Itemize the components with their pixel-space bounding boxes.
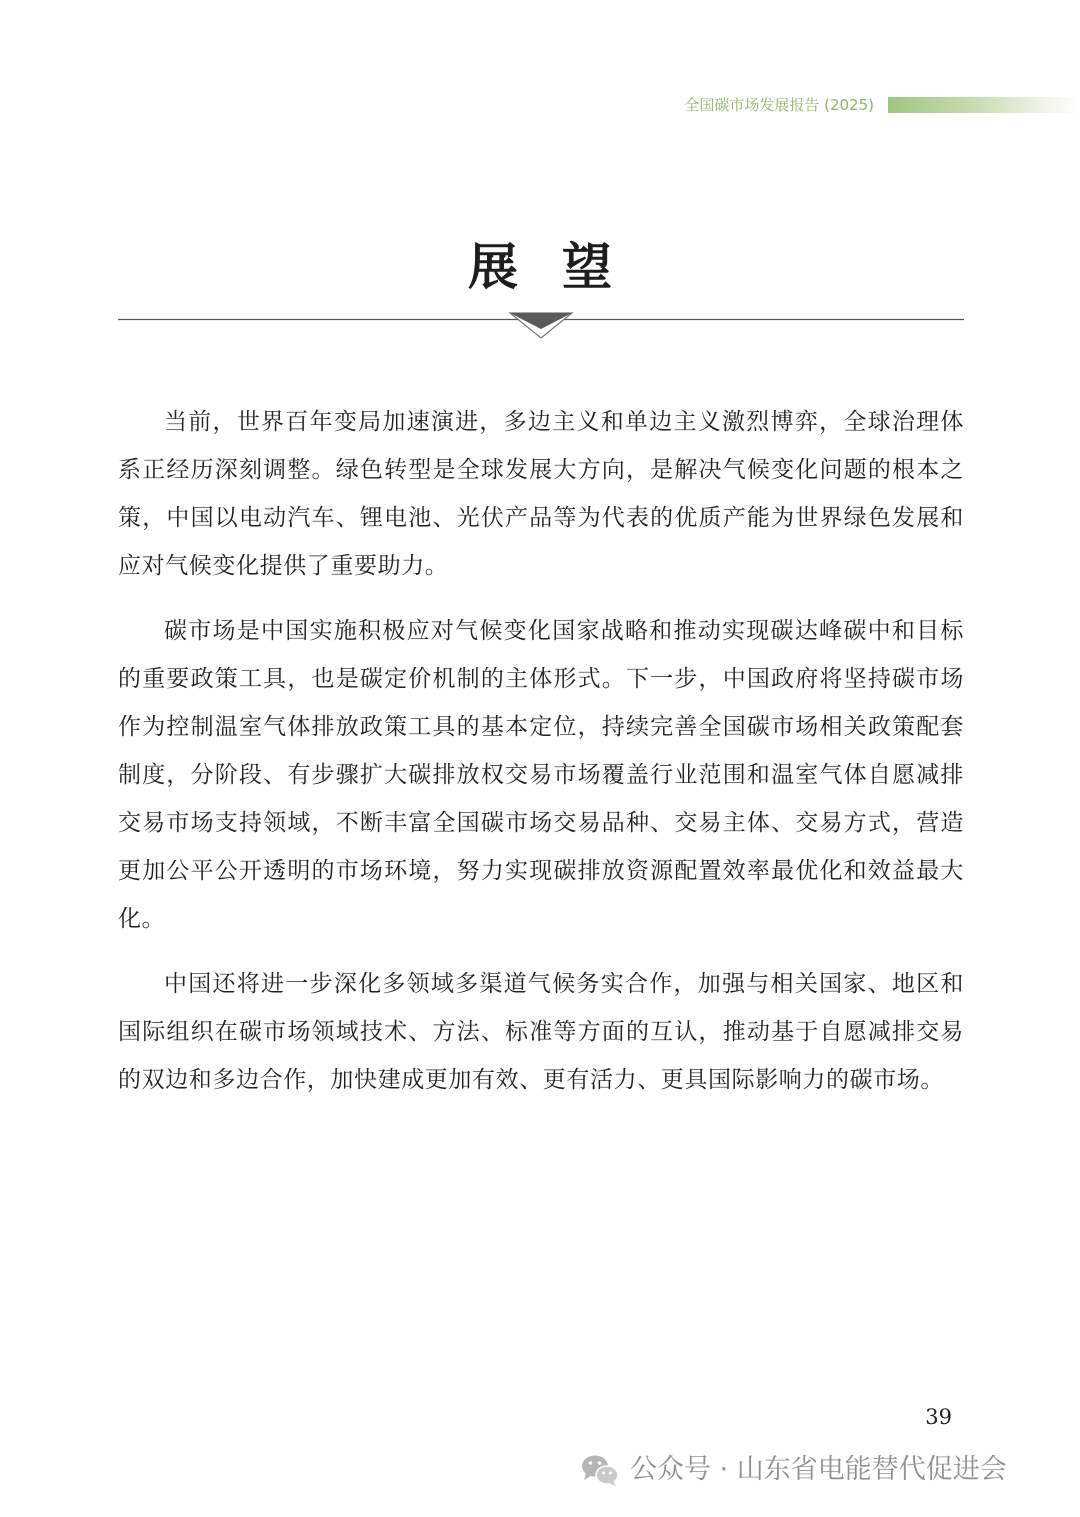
wechat-icon [580, 1453, 620, 1487]
paragraph-3: 中国还将进一步深化多领域多渠道气候务实合作，加强与相关国家、地区和国际组织在碳市场领域技术、方法、标准等方面的互认，推动基于自愿减排交易的双边和多边合作，加快建成更加有效、更有活力、更具国际影响力的碳市场。 [118, 971, 964, 1093]
running-header-title: 全国碳市场发展报告 (2025) [684, 96, 874, 114]
body-text [118, 398, 964, 1121]
running-header [0, 93, 1080, 117]
paragraph-1: 当前，世界百年变局加速演进，多边主义和单边主义激烈博弈，全球治理体系正经历深刻调整。绿色转型是全球发展大方向，是解决气候变化问题的根本之策，中国以电动汽车、锂电池、光伏产品等为代表的优质产能为世界绿色发展和应对气候变化提供了重要助力。 [118, 409, 964, 579]
watermark-text: 公众号 · 山东省电能替代促进会 [630, 1454, 1007, 1485]
title-divider [118, 310, 964, 342]
wechat-watermark [580, 1450, 1007, 1490]
running-header-color-bar [888, 97, 1080, 113]
paragraph-2: 碳市场是中国实施积极应对气候变化国家战略和推动实现碳达峰碳中和目标的重要政策工具，也是碳定价机制的主体形式。下一步，中国政府将坚持碳市场作为控制温室气体排放政策工具的基本定位，持续完善全国碳市场相关政策配套制度，分阶段、有步骤扩大碳排放权交易市场覆盖行业范围和温室气体自愿减排交易市场支持领域，不断丰富全国碳市场交易品种、交易主体、交易方式，营造更加公平公开透明的市场环境，努力实现碳排放资源配置效率最优化和效益最大化。 [118, 618, 964, 932]
page-number: 39 [925, 1405, 952, 1429]
page-title: 展望 [468, 236, 656, 296]
